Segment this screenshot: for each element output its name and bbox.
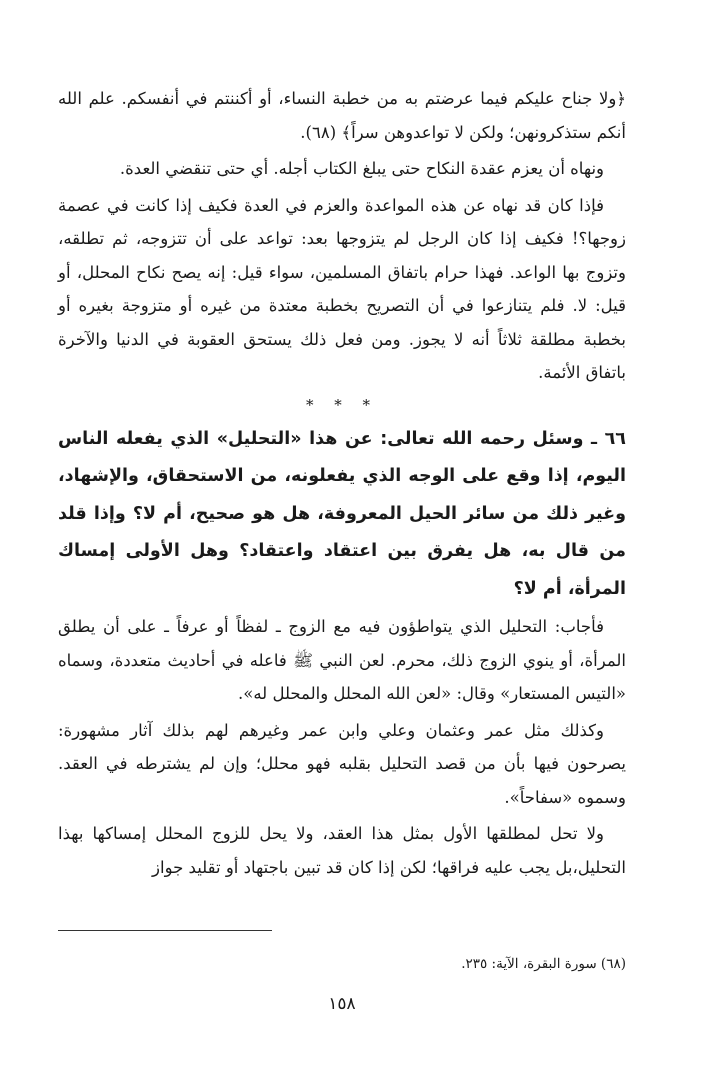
- text-paragraph: ونهاه أن يعزم عقدة النكاح حتى يبلغ الكتاب أجله. أي حتى تنقضي العدة.: [119, 159, 604, 178]
- question-heading: ٦٦ ـ وسئل رحمه الله تعالى: عن هذا «التحليل» الذي يفعله الناس اليوم، إذا وقع على الوجه الذي يفعلونه، من الاستحقاق، والإشهاد، وغير ذلك من سائر الحيل المعروفة، هل هو صحيح، أم لا؟ وإذا قلد من قال به، هل يفرق بين اعتقاد واعتقاد؟ وهل الأولى إمساك المرأة، أم لا؟: [58, 428, 626, 599]
- quran-verse-paragraph: ﴿ولا جناح عليكم فيما عرضتم به من خطبة النساء، أو أكننتم في أنفسكم. علم الله أنكم ستذكرونهن؛ ولكن لا تواعدوهن سراً﴾ (٦٨).: [58, 89, 626, 142]
- text-paragraph: ولا تحل لمطلقها الأول بمثل هذا العقد، ولا يحل للزوج المحلل إمساكها بهذا التحليل،بل يجب عليه فراقها؛ لكن إذا كان قد تبين باجتهاد أو تقليد جواز: [58, 824, 626, 877]
- footnote-divider: [58, 930, 272, 931]
- answer-paragraph: فأجاب: التحليل الذي يتواطؤون فيه مع الزوج ـ لفظاً أو عرفاً ـ على أن يطلق المرأة، أو ينوي الزوج ذلك، محرم. لعن النبي ﷺ فاعله في أحاديث متعددة، وسماه «التيس المستعار» وقال: «لعن الله المحلل والمحلل له».: [58, 617, 626, 703]
- book-page: [58, 82, 626, 1049]
- footnote: (٦٨) سورة البقرة، الآية: ٢٣٥.: [461, 956, 626, 972]
- text-paragraph: وكذلك مثل عمر وعثمان وعلي وابن عمر وغيرهم لهم بذلك آثار مشهورة: يصرحون فيها بأن من قصد التحليل بقلبه فهو محلل؛ وإن لم يشترطه في العقد. وسموه «سفاحاً».: [58, 720, 626, 807]
- text-paragraph: فإذا كان قد نهاه عن هذه المواعدة والعزم في العدة فكيف إذا كانت في عصمة زوجها؟! فكيف إذا كان الرجل لم يتزوجها بعد: تواعد على أن تتزوجه، ثم تطلقه، وتزوج بها الواعد. فهذا حرام باتفاق المسلمين، سواء قيل: إنه يصح نكاح المحلل، أو قيل: لا. فلم يتنازعوا في أن التصريح بخطبة معتدة من غيره أو متزوجة بغيره أو بخطبة مطلقة ثلاثاً أنه لا يجوز. ومن فعل ذلك يستحق العقوبة في الدنيا والآخرة باتفاق الأئمة.: [58, 195, 626, 382]
- section-separator: * * *: [305, 395, 379, 414]
- page-number: ١٥٨: [328, 994, 356, 1014]
